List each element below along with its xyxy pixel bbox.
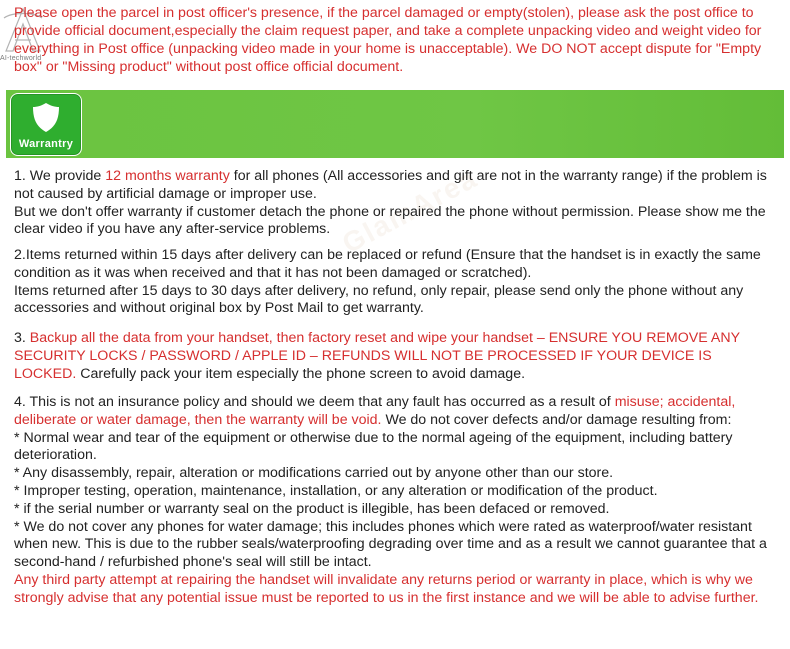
shield-icon bbox=[32, 102, 60, 133]
warranty-badge bbox=[10, 93, 82, 156]
section-2-paragraph-2: Items returned after 15 days to 30 days after delivery, no refund, only repair, please send only the phone without any accessories and without original box by Post Mail to get warranty. bbox=[14, 282, 744, 317]
warranty-period: 12 months warranty bbox=[105, 168, 230, 184]
section-1 bbox=[14, 168, 774, 239]
section-2 bbox=[14, 247, 774, 318]
banner-watermark: GlamArea bbox=[337, 162, 483, 260]
void-conditions: misuse; accidental, deliberate or water damage, then the warranty will be void. bbox=[14, 394, 736, 428]
section-3: 3. Backup all the data from your handset, then factory reset and wipe your handset – ENSURE YOU REMOVE ANY SECURITY LOCKS / PASSWORD / APPLE ID – REFUNDS WILL NOT BE PROCESSED IF YOUR DEVICE IS LOCKED. Carefully pack your item especially the phone screen to avoid damage. bbox=[14, 330, 740, 382]
section-4-intro: 4. This is not an insurance policy and should we deem that any fault has occurred as a result of misuse; accidental, deliberate or water damage, then the warranty will be void. We do not cover defects and/or damage resulting from: bbox=[14, 394, 736, 428]
bullet-item: * We do not cover any phones for water damage; this includes phones which were rated as waterproof/water resistant when new. This is due to the rubber seals/waterproofing degrading over time and as a result we cannot guarantee that a second-hand / refurbished phone's seal will still be intact. bbox=[14, 518, 767, 571]
section-4 bbox=[14, 394, 774, 608]
section-1-paragraph-1: 1. We provide 12 months warranty for all phones (All accessories and gift are not in the warranty range) if the problem is not caused by artificial damage or improper use. bbox=[14, 168, 767, 202]
top-notice: Please open the parcel in post officer's presence, if the parcel damaged or empty(stolen), please ask the post office to provide official document,especially the claim request paper, and take a complete unpacking video and weight video for everything in Post office (unpacking video made in your home is unacceptable). We DO NOT accept dispute for "Empty box" or "Missing product" without post office official document. bbox=[14, 5, 762, 75]
logo-text: AI-techworld bbox=[0, 55, 42, 62]
section-1-paragraph-2: But we don't offer warranty if customer detach the phone or repaired the phone without permission. Please show me the clear video if you have any after-service problems. bbox=[14, 203, 766, 238]
badge-label: Warrantry bbox=[18, 138, 74, 150]
bullet-item: * if the serial number or warranty seal on the product is illegible, has been defaced or removed. bbox=[14, 500, 610, 517]
section-2-paragraph-1: 2.Items returned within 15 days after delivery can be replaced or refund (Ensure that the handset is in exactly the same condition as it was when received and that it has not been damaged or scratched). bbox=[14, 247, 761, 281]
bullet-item: * Improper testing, operation, maintenance, installation, or any alteration or modification of the product. bbox=[14, 482, 658, 499]
bullet-item: * Any disassembly, repair, alteration or modifications carried out by anyone other than our store. bbox=[14, 465, 614, 482]
third-party-repair-notice: Any third party attempt at repairing the handset will invalidate any returns period or warranty in place, which is why we strongly advise that any potential issue must be reported to us in the first instance and we will be able to advise further. bbox=[14, 571, 759, 606]
bullet-item: * Normal wear and tear of the equipment or otherwise due to the normal ageing of the equipment, including battery deterioration. bbox=[14, 429, 733, 464]
security-lock-warning: Backup all the data from your handset, then factory reset and wipe your handset – ENSURE YOU REMOVE ANY SECURITY LOCKS / PASSWORD / APPLE ID – REFUNDS WILL NOT BE PROCESSED IF YOUR DEVICE IS LOCKED. bbox=[14, 330, 740, 382]
